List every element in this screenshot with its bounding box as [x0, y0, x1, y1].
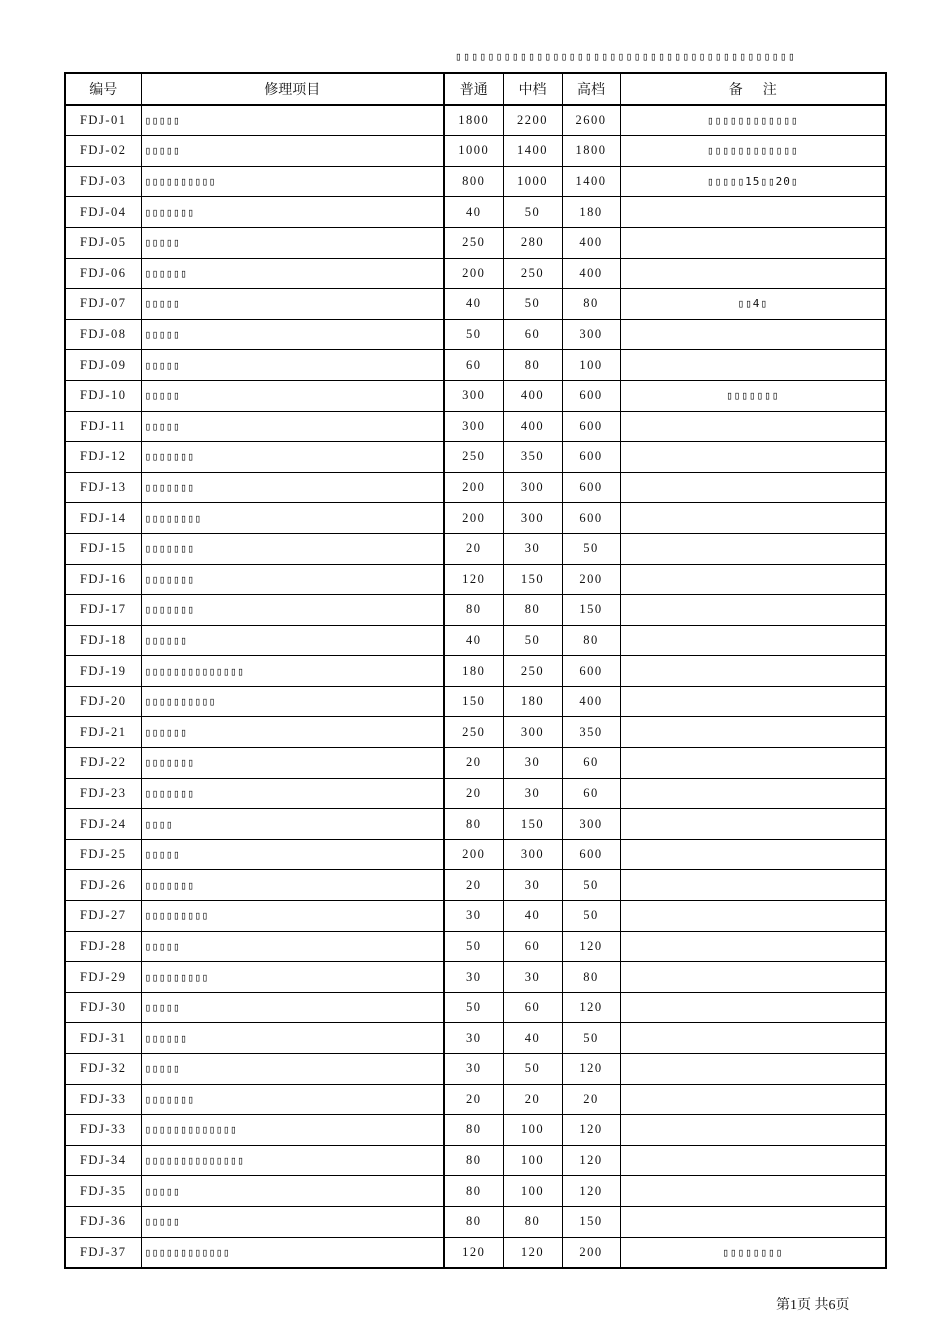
- header-code: 编号: [65, 73, 141, 105]
- row-price-mid: 60: [503, 931, 562, 962]
- row-price-mid: 80: [503, 595, 562, 626]
- table-row: [65, 839, 886, 870]
- row-item-name: ▯▯▯▯▯: [141, 839, 444, 870]
- row-remark: [620, 717, 886, 748]
- row-price-normal: 250: [444, 227, 503, 258]
- row-price-high: 60: [562, 778, 620, 809]
- row-remark: [620, 1054, 886, 1085]
- row-remark: [620, 197, 886, 228]
- row-code: FDJ-08: [65, 319, 141, 350]
- row-code: FDJ-35: [65, 1176, 141, 1207]
- header-normal: 普通: [444, 73, 503, 105]
- table-row: [65, 717, 886, 748]
- row-remark: ▯▯▯▯▯▯▯▯▯▯▯▯: [620, 105, 886, 136]
- row-price-high: 200: [562, 564, 620, 595]
- row-item-name: ▯▯▯▯▯: [141, 992, 444, 1023]
- row-price-mid: 150: [503, 564, 562, 595]
- row-item-name: ▯▯▯▯▯▯▯: [141, 595, 444, 626]
- row-price-high: 80: [562, 625, 620, 656]
- row-price-normal: 80: [444, 1145, 503, 1176]
- row-code: FDJ-22: [65, 748, 141, 779]
- row-code: FDJ-31: [65, 1023, 141, 1054]
- row-price-normal: 120: [444, 1237, 503, 1268]
- row-code: FDJ-20: [65, 686, 141, 717]
- row-code: FDJ-13: [65, 472, 141, 503]
- row-remark: [620, 595, 886, 626]
- row-code: FDJ-24: [65, 809, 141, 840]
- row-price-mid: 280: [503, 227, 562, 258]
- row-item-name: ▯▯▯▯▯▯▯: [141, 442, 444, 473]
- row-price-high: 80: [562, 289, 620, 320]
- row-price-mid: 250: [503, 258, 562, 289]
- table-row: [65, 564, 886, 595]
- row-code: FDJ-03: [65, 166, 141, 197]
- table-row: [65, 289, 886, 320]
- row-code: FDJ-07: [65, 289, 141, 320]
- row-price-mid: 300: [503, 839, 562, 870]
- row-remark: ▯▯▯▯▯15▯▯20▯: [620, 166, 886, 197]
- row-code: FDJ-27: [65, 901, 141, 932]
- row-price-normal: 30: [444, 1054, 503, 1085]
- table-row: [65, 136, 886, 167]
- row-code: FDJ-10: [65, 380, 141, 411]
- row-price-normal: 300: [444, 411, 503, 442]
- row-price-normal: 1000: [444, 136, 503, 167]
- row-price-high: 50: [562, 901, 620, 932]
- row-remark: ▯▯▯▯▯▯▯▯▯▯▯▯: [620, 136, 886, 167]
- row-code: FDJ-12: [65, 442, 141, 473]
- row-price-high: 300: [562, 319, 620, 350]
- row-remark: [620, 350, 886, 381]
- row-price-normal: 80: [444, 1115, 503, 1146]
- row-price-high: 120: [562, 1145, 620, 1176]
- row-price-high: 180: [562, 197, 620, 228]
- row-code: FDJ-33: [65, 1084, 141, 1115]
- row-price-mid: 1000: [503, 166, 562, 197]
- row-remark: [620, 870, 886, 901]
- row-code: FDJ-04: [65, 197, 141, 228]
- table-row: [65, 1237, 886, 1268]
- row-remark: [620, 533, 886, 564]
- row-code: FDJ-29: [65, 962, 141, 993]
- table-row: [65, 503, 886, 534]
- table-row: [65, 870, 886, 901]
- row-price-normal: 200: [444, 258, 503, 289]
- row-item-name: ▯▯▯▯▯▯▯▯▯: [141, 901, 444, 932]
- table-row: [65, 166, 886, 197]
- row-item-name: ▯▯▯▯▯▯▯▯▯▯: [141, 686, 444, 717]
- row-price-mid: 50: [503, 1054, 562, 1085]
- row-item-name: ▯▯▯▯▯▯▯: [141, 533, 444, 564]
- row-remark: ▯▯▯▯▯▯▯▯: [620, 1237, 886, 1268]
- row-price-high: 120: [562, 1115, 620, 1146]
- row-price-mid: 30: [503, 870, 562, 901]
- table-row: [65, 901, 886, 932]
- row-item-name: ▯▯▯▯▯▯▯▯▯: [141, 962, 444, 993]
- table-row: [65, 105, 886, 136]
- row-item-name: ▯▯▯▯▯▯: [141, 258, 444, 289]
- table-row: [65, 258, 886, 289]
- row-price-normal: 200: [444, 839, 503, 870]
- row-price-high: 60: [562, 748, 620, 779]
- price-table: [64, 72, 887, 1269]
- row-item-name: ▯▯▯▯▯: [141, 1206, 444, 1237]
- row-price-mid: 50: [503, 289, 562, 320]
- row-price-normal: 50: [444, 931, 503, 962]
- row-price-high: 120: [562, 1176, 620, 1207]
- row-price-high: 600: [562, 503, 620, 534]
- table-header-row: [65, 73, 886, 105]
- table-row: [65, 778, 886, 809]
- row-remark: [620, 901, 886, 932]
- row-price-normal: 300: [444, 380, 503, 411]
- row-price-high: 600: [562, 839, 620, 870]
- table-row: [65, 656, 886, 687]
- table-body: [65, 105, 886, 1269]
- row-code: FDJ-26: [65, 870, 141, 901]
- row-price-mid: 1400: [503, 136, 562, 167]
- table-row: [65, 1115, 886, 1146]
- table-row: [65, 625, 886, 656]
- row-price-mid: 180: [503, 686, 562, 717]
- row-remark: [620, 411, 886, 442]
- row-remark: [620, 839, 886, 870]
- row-price-normal: 20: [444, 1084, 503, 1115]
- row-price-high: 400: [562, 227, 620, 258]
- row-remark: [620, 319, 886, 350]
- row-price-mid: 40: [503, 1023, 562, 1054]
- row-price-normal: 800: [444, 166, 503, 197]
- row-code: FDJ-32: [65, 1054, 141, 1085]
- table-row: [65, 380, 886, 411]
- row-price-normal: 1800: [444, 105, 503, 136]
- row-price-normal: 250: [444, 717, 503, 748]
- row-price-high: 400: [562, 258, 620, 289]
- row-price-normal: 150: [444, 686, 503, 717]
- row-price-mid: 250: [503, 656, 562, 687]
- row-item-name: ▯▯▯▯▯: [141, 931, 444, 962]
- row-price-normal: 30: [444, 901, 503, 932]
- row-remark: [620, 1206, 886, 1237]
- table-row: [65, 686, 886, 717]
- row-price-normal: 40: [444, 197, 503, 228]
- row-price-normal: 120: [444, 564, 503, 595]
- row-remark: ▯▯▯▯▯▯▯: [620, 380, 886, 411]
- row-price-high: 600: [562, 442, 620, 473]
- table-row: [65, 350, 886, 381]
- row-price-mid: 30: [503, 778, 562, 809]
- row-price-normal: 40: [444, 625, 503, 656]
- row-item-name: ▯▯▯▯▯▯▯: [141, 748, 444, 779]
- row-price-mid: 80: [503, 350, 562, 381]
- row-price-high: 50: [562, 533, 620, 564]
- row-price-mid: 2200: [503, 105, 562, 136]
- row-price-normal: 20: [444, 533, 503, 564]
- row-remark: [620, 656, 886, 687]
- row-price-high: 600: [562, 411, 620, 442]
- row-price-mid: 150: [503, 809, 562, 840]
- row-price-high: 20: [562, 1084, 620, 1115]
- row-price-high: 400: [562, 686, 620, 717]
- row-price-mid: 30: [503, 533, 562, 564]
- row-code: FDJ-14: [65, 503, 141, 534]
- row-price-normal: 20: [444, 778, 503, 809]
- row-item-name: ▯▯▯▯▯▯: [141, 1023, 444, 1054]
- row-price-high: 350: [562, 717, 620, 748]
- row-item-name: ▯▯▯▯▯▯▯: [141, 1084, 444, 1115]
- row-item-name: ▯▯▯▯▯▯▯▯▯▯: [141, 166, 444, 197]
- row-price-high: 600: [562, 472, 620, 503]
- row-remark: [620, 1115, 886, 1146]
- row-price-mid: 20: [503, 1084, 562, 1115]
- row-price-mid: 300: [503, 717, 562, 748]
- row-code: FDJ-09: [65, 350, 141, 381]
- row-code: FDJ-02: [65, 136, 141, 167]
- row-price-mid: 60: [503, 992, 562, 1023]
- row-price-high: 120: [562, 1054, 620, 1085]
- row-remark: [620, 809, 886, 840]
- row-remark: [620, 931, 886, 962]
- table-row: [65, 197, 886, 228]
- row-price-mid: 350: [503, 442, 562, 473]
- row-code: FDJ-37: [65, 1237, 141, 1268]
- table-row: [65, 319, 886, 350]
- header-note: ▯▯▯▯▯▯▯▯▯▯▯▯▯▯▯▯▯▯▯▯▯▯▯▯▯▯▯▯▯▯▯▯▯▯▯▯▯▯▯▯▯▯: [455, 50, 797, 63]
- row-item-name: ▯▯▯▯▯▯▯: [141, 870, 444, 901]
- row-remark: [620, 748, 886, 779]
- page-number: 第1页 共6页: [776, 1298, 850, 1313]
- row-price-high: 80: [562, 962, 620, 993]
- row-item-name: ▯▯▯▯▯▯: [141, 625, 444, 656]
- table-row: [65, 411, 886, 442]
- header-remark: 备注: [620, 73, 886, 105]
- table-row: [65, 1206, 886, 1237]
- table-row: [65, 472, 886, 503]
- row-item-name: ▯▯▯▯▯▯▯: [141, 564, 444, 595]
- row-price-mid: 30: [503, 748, 562, 779]
- row-code: FDJ-06: [65, 258, 141, 289]
- table-row: [65, 227, 886, 258]
- row-item-name: ▯▯▯▯▯▯: [141, 717, 444, 748]
- row-remark: [620, 962, 886, 993]
- row-item-name: ▯▯▯▯▯: [141, 319, 444, 350]
- row-price-high: 600: [562, 380, 620, 411]
- row-item-name: ▯▯▯▯▯▯▯▯▯▯▯▯▯▯: [141, 1145, 444, 1176]
- row-price-normal: 200: [444, 472, 503, 503]
- row-item-name: ▯▯▯▯▯▯▯▯▯▯▯▯▯: [141, 1115, 444, 1146]
- row-price-normal: 80: [444, 595, 503, 626]
- row-price-mid: 40: [503, 901, 562, 932]
- row-price-high: 100: [562, 350, 620, 381]
- row-price-normal: 200: [444, 503, 503, 534]
- row-remark: [620, 1176, 886, 1207]
- row-code: FDJ-17: [65, 595, 141, 626]
- row-code: FDJ-15: [65, 533, 141, 564]
- row-code: FDJ-36: [65, 1206, 141, 1237]
- row-code: FDJ-01: [65, 105, 141, 136]
- row-remark: [620, 992, 886, 1023]
- row-price-normal: 250: [444, 442, 503, 473]
- table-row: [65, 931, 886, 962]
- table-row: [65, 1023, 886, 1054]
- row-item-name: ▯▯▯▯▯: [141, 136, 444, 167]
- row-price-mid: 30: [503, 962, 562, 993]
- row-price-normal: 180: [444, 656, 503, 687]
- table-row: [65, 442, 886, 473]
- row-code: FDJ-28: [65, 931, 141, 962]
- row-code: FDJ-33: [65, 1115, 141, 1146]
- row-price-high: 600: [562, 656, 620, 687]
- row-remark: [620, 472, 886, 503]
- header-mid: 中档: [503, 73, 562, 105]
- row-item-name: ▯▯▯▯▯▯▯: [141, 472, 444, 503]
- row-price-high: 2600: [562, 105, 620, 136]
- row-remark: [620, 564, 886, 595]
- row-remark: [620, 1145, 886, 1176]
- row-item-name: ▯▯▯▯: [141, 809, 444, 840]
- row-price-mid: 100: [503, 1176, 562, 1207]
- header-high: 高档: [562, 73, 620, 105]
- row-price-mid: 300: [503, 503, 562, 534]
- row-item-name: ▯▯▯▯▯▯▯▯▯▯▯▯: [141, 1237, 444, 1268]
- row-code: FDJ-11: [65, 411, 141, 442]
- table-row: [65, 992, 886, 1023]
- row-item-name: ▯▯▯▯▯: [141, 350, 444, 381]
- row-price-normal: 20: [444, 870, 503, 901]
- row-price-high: 150: [562, 595, 620, 626]
- row-price-high: 50: [562, 1023, 620, 1054]
- row-price-normal: 50: [444, 992, 503, 1023]
- row-remark: [620, 442, 886, 473]
- row-price-normal: 30: [444, 1023, 503, 1054]
- row-code: FDJ-21: [65, 717, 141, 748]
- row-price-mid: 120: [503, 1237, 562, 1268]
- row-item-name: ▯▯▯▯▯: [141, 380, 444, 411]
- table-row: [65, 1145, 886, 1176]
- row-price-high: 120: [562, 931, 620, 962]
- row-remark: [620, 258, 886, 289]
- row-price-normal: 80: [444, 1206, 503, 1237]
- row-price-high: 50: [562, 870, 620, 901]
- table-row: [65, 1054, 886, 1085]
- table-row: [65, 1176, 886, 1207]
- row-price-normal: 40: [444, 289, 503, 320]
- table-row: [65, 748, 886, 779]
- row-price-normal: 30: [444, 962, 503, 993]
- row-price-mid: 400: [503, 411, 562, 442]
- row-code: FDJ-19: [65, 656, 141, 687]
- row-price-high: 120: [562, 992, 620, 1023]
- row-code: FDJ-18: [65, 625, 141, 656]
- row-price-normal: 80: [444, 809, 503, 840]
- row-code: FDJ-16: [65, 564, 141, 595]
- header-item: 修理项目: [141, 73, 444, 105]
- row-item-name: ▯▯▯▯▯: [141, 289, 444, 320]
- row-item-name: ▯▯▯▯▯: [141, 1176, 444, 1207]
- row-price-high: 150: [562, 1206, 620, 1237]
- row-price-mid: 60: [503, 319, 562, 350]
- row-item-name: ▯▯▯▯▯▯▯▯: [141, 503, 444, 534]
- row-price-high: 1400: [562, 166, 620, 197]
- row-price-high: 1800: [562, 136, 620, 167]
- row-code: FDJ-25: [65, 839, 141, 870]
- row-remark: [620, 227, 886, 258]
- row-code: FDJ-30: [65, 992, 141, 1023]
- row-remark: [620, 625, 886, 656]
- table-row: [65, 1084, 886, 1115]
- row-item-name: ▯▯▯▯▯: [141, 1054, 444, 1085]
- row-remark: [620, 503, 886, 534]
- row-price-high: 300: [562, 809, 620, 840]
- row-price-mid: 50: [503, 197, 562, 228]
- row-price-mid: 300: [503, 472, 562, 503]
- row-price-normal: 50: [444, 319, 503, 350]
- row-item-name: ▯▯▯▯▯: [141, 411, 444, 442]
- row-remark: [620, 686, 886, 717]
- row-remark: [620, 1023, 886, 1054]
- row-price-mid: 80: [503, 1206, 562, 1237]
- row-code: FDJ-05: [65, 227, 141, 258]
- table-row: [65, 809, 886, 840]
- row-price-normal: 20: [444, 748, 503, 779]
- row-remark: [620, 778, 886, 809]
- row-remark: [620, 1084, 886, 1115]
- row-price-high: 200: [562, 1237, 620, 1268]
- row-item-name: ▯▯▯▯▯▯▯▯▯▯▯▯▯▯: [141, 656, 444, 687]
- row-price-mid: 100: [503, 1115, 562, 1146]
- row-item-name: ▯▯▯▯▯▯▯: [141, 197, 444, 228]
- row-price-normal: 60: [444, 350, 503, 381]
- table-row: [65, 595, 886, 626]
- table-row: [65, 533, 886, 564]
- row-item-name: ▯▯▯▯▯: [141, 105, 444, 136]
- row-item-name: ▯▯▯▯▯: [141, 227, 444, 258]
- row-code: FDJ-34: [65, 1145, 141, 1176]
- row-price-mid: 100: [503, 1145, 562, 1176]
- row-item-name: ▯▯▯▯▯▯▯: [141, 778, 444, 809]
- row-price-mid: 50: [503, 625, 562, 656]
- row-remark: ▯▯4▯: [620, 289, 886, 320]
- row-code: FDJ-23: [65, 778, 141, 809]
- row-price-mid: 400: [503, 380, 562, 411]
- row-price-normal: 80: [444, 1176, 503, 1207]
- table-row: [65, 962, 886, 993]
